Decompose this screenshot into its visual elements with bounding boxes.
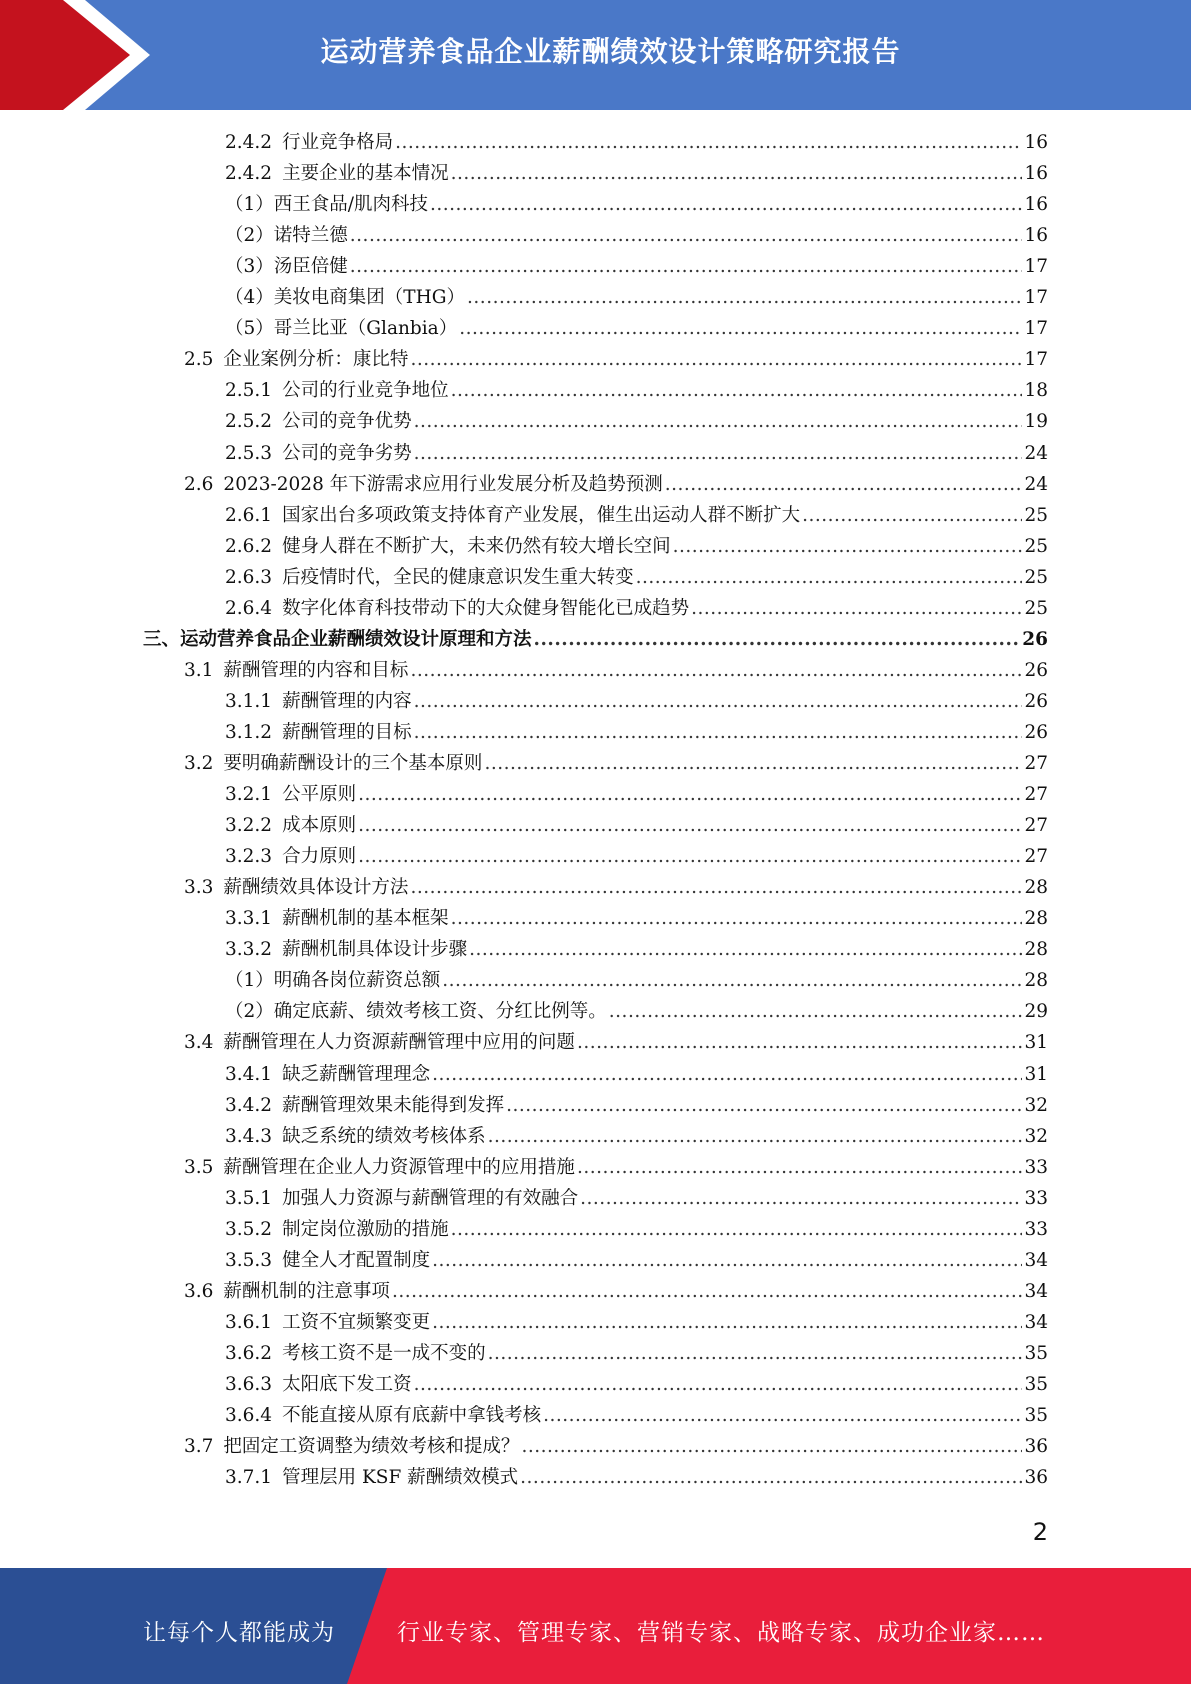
toc-entry-title: 薪酬管理在企业人力资源管理中的应用措施 — [223, 1156, 575, 1178]
toc-entry[interactable] — [225, 500, 1048, 531]
toc-entry-number: 3.6.2 — [225, 1342, 273, 1364]
toc-entry-page: 16 — [1024, 194, 1048, 216]
toc-entry-title: 诺特兰德 — [273, 225, 348, 247]
toc-entry-number: 3.7 — [184, 1436, 214, 1458]
toc-dot-leader — [442, 965, 1022, 996]
toc-entry-page: 16 — [1024, 163, 1048, 185]
toc-dot-leader — [577, 1027, 1023, 1058]
toc-entry-page: 35 — [1024, 1342, 1048, 1364]
toc-entry-number: 3.2.3 — [225, 846, 273, 868]
toc-dot-leader — [543, 1400, 1022, 1431]
toc-entry[interactable] — [184, 1027, 1048, 1058]
toc-entry-page: 32 — [1024, 1094, 1048, 1116]
toc-entry-page: 19 — [1024, 411, 1048, 433]
toc-entry-number: 2.4.2 — [225, 132, 273, 153]
toc-entry-page: 27 — [1024, 846, 1048, 868]
toc-entry[interactable] — [225, 1462, 1048, 1493]
toc-entry-page: 26 — [1022, 628, 1048, 650]
toc-entry[interactable] — [225, 1369, 1048, 1400]
toc-dot-leader — [802, 500, 1022, 531]
toc-entry-number: （1） — [225, 970, 274, 992]
toc-entry-page: 31 — [1024, 1032, 1048, 1054]
toc-entry[interactable] — [225, 562, 1048, 593]
toc-entry-page: 17 — [1024, 256, 1048, 278]
toc-entry-title: 太阳底下发工资 — [282, 1374, 412, 1395]
toc-entry[interactable] — [143, 624, 1048, 655]
toc-entry-title: 薪酬管理的内容 — [282, 690, 412, 712]
toc-entry-number: 3.6.4 — [225, 1405, 273, 1427]
toc-entry-number: 2.6 — [184, 473, 214, 495]
toc-entry[interactable] — [225, 127, 1048, 158]
toc-entry-number: 2.5.2 — [225, 411, 273, 433]
toc-dot-leader — [414, 717, 1023, 748]
toc-dot-leader — [580, 1183, 1022, 1214]
toc-entry-title: 薪酬机制的注意事项 — [223, 1280, 390, 1302]
toc-entry[interactable] — [225, 1214, 1048, 1245]
footer-slogan-left: 让每个人都能成为 — [143, 1620, 335, 1646]
toc-entry-title: 主要企业的基本情况 — [282, 163, 449, 185]
toc-dot-leader — [665, 469, 1023, 500]
toc-entry-number: 2.6.4 — [225, 597, 273, 619]
toc-entry-number: （5） — [225, 318, 274, 340]
toc-entry-title: 缺乏薪酬管理理念 — [282, 1063, 431, 1085]
toc-entry-page: 27 — [1024, 753, 1048, 774]
toc-entry-number: 3.4 — [184, 1032, 214, 1054]
toc-entry-page: 33 — [1024, 1156, 1048, 1178]
toc-dot-leader — [414, 1369, 1023, 1400]
toc-dot-leader — [392, 1276, 1023, 1307]
toc-entry-number: 3.1.2 — [225, 721, 273, 743]
toc-entry-number: 3.4.1 — [225, 1063, 273, 1085]
toc-entry-title: 把固定工资调整为绩效考核和提成？ — [223, 1436, 520, 1458]
toc-entry[interactable] — [225, 717, 1048, 748]
toc-entry[interactable] — [225, 1307, 1048, 1338]
toc-entry-page: 33 — [1024, 1218, 1048, 1240]
toc-entry[interactable] — [225, 531, 1048, 562]
toc-entry-title: 薪酬管理的内容和目标 — [223, 659, 409, 681]
toc-entry[interactable] — [225, 189, 1048, 220]
toc-entry-title: 薪酬管理效果未能得到发挥 — [282, 1094, 505, 1116]
toc-entry[interactable] — [225, 779, 1048, 810]
toc-dot-leader — [414, 438, 1023, 469]
toc-dot-leader — [410, 872, 1022, 903]
toc-entry[interactable] — [225, 810, 1048, 841]
toc-entry[interactable] — [225, 251, 1048, 282]
toc-entry-title: 美妆电商集团（THG） — [273, 287, 466, 309]
toc-entry[interactable] — [225, 282, 1048, 313]
toc-dot-leader — [358, 810, 1022, 841]
toc-entry-number: 3.7.1 — [225, 1467, 273, 1489]
toc-dot-leader — [432, 1245, 1022, 1276]
toc-entry-page: 35 — [1024, 1405, 1048, 1427]
toc-entry-number: 3.2.1 — [225, 784, 273, 806]
toc-dot-leader — [451, 375, 1023, 406]
toc-entry-number: 3.5.1 — [225, 1187, 273, 1209]
toc-dot-leader — [451, 903, 1023, 934]
toc-dot-leader — [410, 655, 1022, 686]
toc-entry-title: 薪酬绩效具体设计方法 — [223, 877, 409, 899]
toc-entry-number: （3） — [225, 256, 274, 278]
toc-dot-leader — [459, 313, 1022, 344]
toc-entry-page: 18 — [1024, 380, 1048, 402]
toc-entry-page: 32 — [1024, 1125, 1048, 1147]
toc-dot-leader — [534, 624, 1021, 655]
toc-dot-leader — [673, 531, 1023, 562]
footer-slogan-right: 行业专家、管理专家、营销专家、战略专家、成功企业家…… — [397, 1620, 1045, 1646]
toc-entry-page: 25 — [1024, 504, 1048, 526]
toc-dot-leader — [577, 1152, 1023, 1183]
toc-entry[interactable] — [225, 1059, 1048, 1090]
toc-entry-title: 汤臣倍健 — [273, 256, 348, 278]
toc-entry-title: 哥兰比亚（Glanbia） — [273, 318, 458, 340]
toc-entry[interactable] — [225, 438, 1048, 469]
toc-entry[interactable] — [184, 1276, 1048, 1307]
toc-entry[interactable] — [225, 1121, 1048, 1152]
toc-entry-page: 17 — [1024, 318, 1048, 340]
toc-entry-page: 36 — [1024, 1467, 1048, 1489]
toc-dot-leader — [488, 1121, 1023, 1152]
toc-entry-page: 33 — [1024, 1187, 1048, 1209]
toc-entry[interactable] — [184, 872, 1048, 903]
toc-entry-page: 16 — [1024, 225, 1048, 247]
toc-entry-title: 运动营养食品企业薪酬绩效设计原理和方法 — [180, 628, 532, 650]
toc-entry[interactable] — [225, 1338, 1048, 1369]
toc-entry[interactable] — [225, 1090, 1048, 1121]
toc-entry-page: 17 — [1024, 349, 1048, 371]
toc-entry[interactable] — [184, 1152, 1048, 1183]
toc-entry-number: 2.4.2 — [225, 163, 273, 185]
toc-dot-leader — [414, 686, 1023, 717]
toc-entry-number: （4） — [225, 287, 274, 309]
toc-entry-title: 企业案例分析：康比特 — [223, 349, 409, 371]
toc-entry-title: 确定底薪、绩效考核工资、分红比例等。 — [273, 1001, 607, 1023]
toc-entry-title: 薪酬管理的目标 — [282, 721, 412, 743]
toc-entry-title: 考核工资不是一成不变的 — [282, 1342, 486, 1364]
toc-entry[interactable] — [225, 996, 1048, 1027]
toc-entry-title: 薪酬机制具体设计步骤 — [282, 939, 468, 961]
toc-entry-page: 16 — [1024, 132, 1048, 153]
toc-entry-title: 管理层用 KSF 薪酬绩效模式 — [282, 1467, 519, 1489]
toc-entry-title: 薪酬管理在人力资源薪酬管理中应用的问题 — [223, 1032, 575, 1054]
toc-dot-leader — [691, 593, 1022, 624]
toc-entry[interactable] — [225, 686, 1048, 717]
toc-entry-number: （2） — [225, 225, 274, 247]
toc-entry-number: （1） — [225, 194, 274, 216]
toc-entry-page: 36 — [1024, 1436, 1048, 1458]
toc-dot-leader — [358, 841, 1022, 872]
toc-entry-title: 健全人才配置制度 — [282, 1249, 431, 1271]
toc-entry-title: 合力原则 — [282, 846, 357, 868]
toc-entry-page: 28 — [1024, 908, 1048, 930]
toc-entry-page: 35 — [1024, 1374, 1048, 1395]
toc-entry-number: 3.2.2 — [225, 815, 273, 837]
toc-dot-leader — [350, 251, 1023, 282]
toc-entry-number: 3.1 — [184, 659, 214, 681]
toc-entry-number: 3.6 — [184, 1280, 214, 1302]
toc-entry[interactable] — [225, 903, 1048, 934]
toc-entry-number: 3.2 — [184, 753, 214, 774]
toc-entry-title: 公司的竞争优势 — [282, 411, 412, 433]
toc-entry-title: 健身人群在不断扩大，未来仍然有较大增长空间 — [282, 535, 671, 557]
page-number: 2 — [1032, 1518, 1048, 1546]
toc-entry-number: 2.5.3 — [225, 442, 273, 464]
toc-entry-page: 34 — [1024, 1311, 1048, 1333]
toc-entry-title: 西王食品/肌肉科技 — [273, 194, 429, 216]
toc-entry[interactable] — [184, 1431, 1048, 1462]
toc-entry-title: 公司的竞争劣势 — [282, 442, 412, 464]
toc-entry-title: 后疫情时代，全民的健康意识发生重大转变 — [282, 566, 634, 588]
toc-dot-leader — [488, 1338, 1023, 1369]
toc-dot-leader — [469, 934, 1022, 965]
toc-entry-number: 3.4.3 — [225, 1125, 273, 1147]
toc-entry-title: 公司的行业竞争地位 — [282, 380, 449, 402]
toc-entry-title: 工资不宜频繁变更 — [282, 1311, 431, 1333]
toc-entry-number: 2.6.3 — [225, 566, 273, 588]
toc-entry-title: 成本原则 — [282, 815, 357, 837]
toc-entry[interactable] — [225, 220, 1048, 251]
toc-entry-page: 34 — [1024, 1280, 1048, 1302]
toc-dot-leader — [350, 220, 1023, 251]
toc-entry-page: 34 — [1024, 1249, 1048, 1271]
toc-entry-number: （2） — [225, 1001, 274, 1023]
toc-entry-page: 28 — [1024, 939, 1048, 961]
toc-entry-page: 24 — [1024, 442, 1048, 464]
toc-dot-leader — [636, 562, 1023, 593]
toc-entry[interactable] — [225, 965, 1048, 996]
toc-entry[interactable] — [225, 841, 1048, 872]
toc-entry-title: 国家出台多项政策支持体育产业发展，催生出运动人群不断扩大 — [282, 504, 801, 526]
toc-entry-page: 17 — [1024, 287, 1048, 309]
toc-dot-leader — [467, 282, 1022, 313]
toc-dot-leader — [484, 748, 1022, 779]
toc-entry-title: 不能直接从原有底薪中拿钱考核 — [282, 1405, 542, 1427]
toc-dot-leader — [410, 344, 1022, 375]
toc-dot-leader — [358, 779, 1022, 810]
toc-dot-leader — [432, 1059, 1022, 1090]
toc-entry[interactable] — [225, 1400, 1048, 1431]
toc-entry-number: 2.6.2 — [225, 535, 273, 557]
toc-entry[interactable] — [184, 344, 1048, 375]
toc-dot-leader — [451, 1214, 1023, 1245]
toc-entry[interactable] — [225, 934, 1048, 965]
toc-entry-page: 31 — [1024, 1063, 1048, 1085]
toc-entry[interactable] — [225, 593, 1048, 624]
toc-entry-page: 25 — [1024, 597, 1048, 619]
toc-entry-number: 3.5.2 — [225, 1218, 273, 1240]
toc-entry-number: 3.6.1 — [225, 1311, 273, 1333]
toc-entry-number: 3.3.1 — [225, 908, 273, 930]
toc-entry[interactable] — [225, 313, 1048, 344]
toc-entry-number: 3.6.3 — [225, 1374, 273, 1395]
toc-entry-number: 3.4.2 — [225, 1094, 273, 1116]
toc-entry-title: 要明确薪酬设计的三个基本原则 — [223, 753, 483, 774]
toc-entry-page: 25 — [1024, 535, 1048, 557]
toc-dot-leader — [451, 158, 1023, 189]
toc-entry-title: 制定岗位激励的措施 — [282, 1218, 449, 1240]
toc-dot-leader — [521, 1431, 1022, 1462]
toc-entry-number: 3.5.3 — [225, 1249, 273, 1271]
toc-dot-leader — [609, 996, 1023, 1027]
toc-entry-number: 3.1.1 — [225, 690, 273, 712]
toc-entry-title: 数字化体育科技带动下的大众健身智能化已成趋势 — [282, 597, 690, 619]
toc-entry-title: 行业竞争格局 — [282, 132, 394, 153]
toc-dot-leader — [506, 1090, 1022, 1121]
toc-dot-leader — [520, 1462, 1022, 1493]
toc-entry-title: 2023-2028 年下游需求应用行业发展分析及趋势预测 — [223, 473, 663, 495]
toc-entry-number: 三、 — [143, 628, 181, 650]
toc-entry-page: 26 — [1024, 721, 1048, 743]
toc-entry[interactable] — [225, 1245, 1048, 1276]
toc-entry-page: 27 — [1024, 815, 1048, 837]
toc-entry-title: 加强人力资源与薪酬管理的有效融合 — [282, 1187, 579, 1209]
toc-entry[interactable] — [225, 375, 1048, 406]
toc-entry-number: 3.3 — [184, 877, 214, 899]
report-title: 运动营养食品企业薪酬绩效设计策略研究报告 — [320, 35, 901, 68]
toc-entry-number: 3.3.2 — [225, 939, 273, 961]
toc-entry[interactable] — [225, 406, 1048, 437]
toc-entry-page: 29 — [1024, 1001, 1048, 1023]
toc-entry-title: 缺乏系统的绩效考核体系 — [282, 1125, 486, 1147]
toc-entry-number: 3.5 — [184, 1156, 214, 1178]
toc-entry-page: 24 — [1024, 473, 1048, 495]
toc-entry[interactable] — [184, 748, 1048, 779]
toc-entry-page: 26 — [1024, 690, 1048, 712]
toc-entry[interactable] — [225, 1183, 1048, 1214]
toc-entry[interactable] — [225, 158, 1048, 189]
toc-entry[interactable] — [184, 655, 1048, 686]
toc-dot-leader — [395, 127, 1022, 158]
toc-entry-title: 公平原则 — [282, 784, 357, 806]
page-header — [0, 0, 1191, 110]
toc-entry-page: 25 — [1024, 566, 1048, 588]
toc-entry-title: 薪酬机制的基本框架 — [282, 908, 449, 930]
toc-entry-page: 28 — [1024, 970, 1048, 992]
toc-entry-title: 明确各岗位薪资总额 — [273, 970, 441, 992]
toc-entry[interactable] — [184, 469, 1048, 500]
toc-entry-page: 28 — [1024, 877, 1048, 899]
toc-dot-leader — [430, 189, 1022, 220]
toc-entry-number: 2.5.1 — [225, 380, 273, 402]
toc-dot-leader — [414, 406, 1023, 437]
toc-entry-page: 26 — [1024, 659, 1048, 681]
toc-dot-leader — [432, 1307, 1022, 1338]
toc-entry-page: 27 — [1024, 784, 1048, 806]
toc-entry-number: 2.5 — [184, 349, 214, 371]
toc-entry-number: 2.6.1 — [225, 504, 273, 526]
page-footer — [0, 1568, 1191, 1684]
